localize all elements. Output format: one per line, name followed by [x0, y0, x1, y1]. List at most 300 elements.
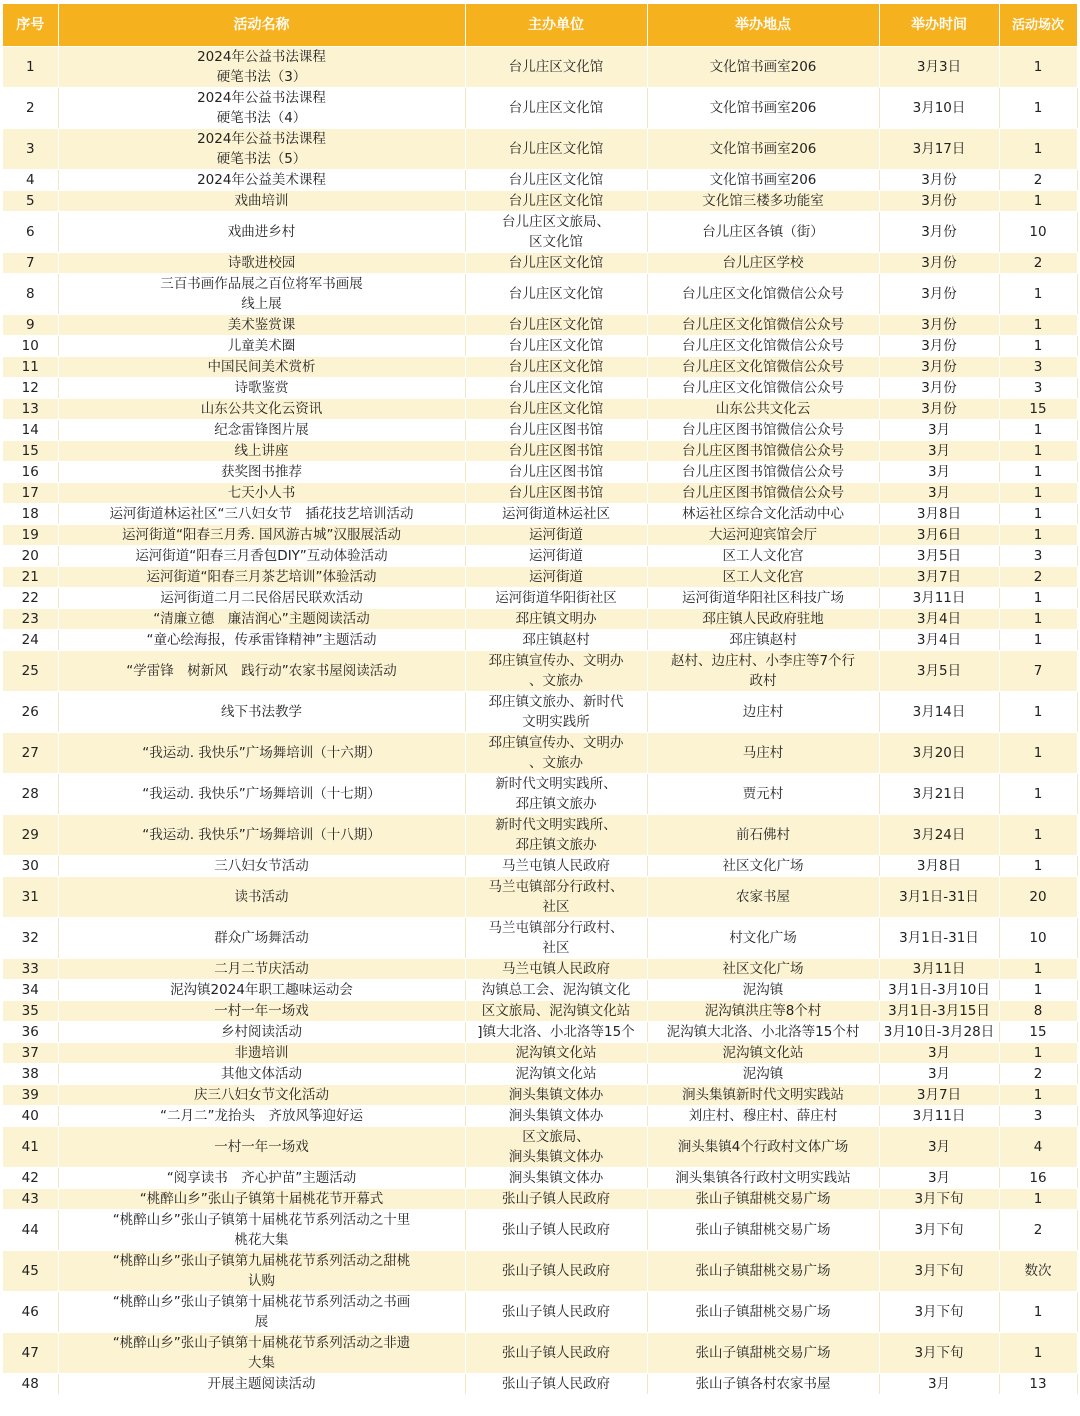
table-row: [3, 1189, 1077, 1210]
cell-session-count: 20: [999, 877, 1077, 918]
table-row: [3, 129, 1077, 170]
cell-time: 3月份: [879, 170, 999, 191]
cell-time: 3月7日: [879, 1085, 999, 1106]
cell-time: 3月下旬: [879, 1251, 999, 1292]
cell-time: 3月: [879, 441, 999, 462]
cell-time: 3月下旬: [879, 1210, 999, 1251]
cell-location: 区工人文化宫: [647, 567, 879, 588]
cell-time: 3月1日-3月15日: [879, 1001, 999, 1022]
cell-location: 农家书屋: [647, 877, 879, 918]
cell-index: 22: [3, 588, 58, 609]
table-row: [3, 357, 1077, 378]
cell-host: 邳庄镇宣传办、文明办 、文旅办: [465, 651, 647, 692]
cell-activity-name: 三百书画作品展之百位将军书画展 线上展: [58, 274, 465, 315]
table-row: [3, 378, 1077, 399]
table-row: [3, 1210, 1077, 1251]
table-row: [3, 1168, 1077, 1189]
header-location: 举办地点: [647, 4, 879, 47]
cell-activity-name: “清廉立德 廉洁润心”主题阅读活动: [58, 609, 465, 630]
cell-index: 21: [3, 567, 58, 588]
cell-activity-name: 非遗培训: [58, 1043, 465, 1064]
cell-index: 29: [3, 815, 58, 856]
cell-session-count: 3: [999, 1106, 1077, 1127]
cell-index: 37: [3, 1043, 58, 1064]
cell-host: 台儿庄区文化馆: [465, 129, 647, 170]
cell-time: 3月8日: [879, 856, 999, 877]
cell-activity-name: “阅享读书 齐心护苗”主题活动: [58, 1168, 465, 1189]
cell-activity-name: “桃醉山乡”张山子镇第十届桃花节系列活动之书画 展: [58, 1292, 465, 1333]
cell-time: 3月11日: [879, 1106, 999, 1127]
table-row: [3, 212, 1077, 253]
table-row: [3, 47, 1077, 88]
cell-host: 张山子镇人民政府: [465, 1189, 647, 1210]
cell-location: 张山子镇甜桃交易广场: [647, 1292, 879, 1333]
table-row: [3, 336, 1077, 357]
cell-time: 3月: [879, 1168, 999, 1189]
cell-host: 台儿庄区文化馆: [465, 378, 647, 399]
cell-activity-name: 线上讲座: [58, 441, 465, 462]
cell-host: 台儿庄区文旅局、 区文化馆: [465, 212, 647, 253]
table-row: [3, 774, 1077, 815]
cell-host: 沟镇总工会、泥沟镇文化: [465, 980, 647, 1001]
cell-index: 38: [3, 1064, 58, 1085]
cell-location: 赵村、边庄村、小李庄等7个行 政村: [647, 651, 879, 692]
cell-session-count: 16: [999, 1168, 1077, 1189]
header-host: 主办单位: [465, 4, 647, 47]
cell-time: 3月10日: [879, 88, 999, 129]
cell-time: 3月7日: [879, 567, 999, 588]
cell-index: 45: [3, 1251, 58, 1292]
cell-index: 41: [3, 1127, 58, 1168]
table-row: [3, 815, 1077, 856]
table-row: [3, 274, 1077, 315]
cell-time: 3月下旬: [879, 1292, 999, 1333]
table-row: [3, 1022, 1077, 1043]
cell-index: 46: [3, 1292, 58, 1333]
table-row: [3, 1374, 1077, 1395]
cell-location: 泥沟镇: [647, 980, 879, 1001]
cell-time: 3月3日: [879, 47, 999, 88]
cell-location: 张山子镇甜桃交易广场: [647, 1333, 879, 1374]
cell-host: 台儿庄区文化馆: [465, 357, 647, 378]
cell-session-count: 4: [999, 1127, 1077, 1168]
cell-index: 24: [3, 630, 58, 651]
cell-host: 张山子镇人民政府: [465, 1333, 647, 1374]
cell-index: 9: [3, 315, 58, 336]
cell-activity-name: “我运动. 我快乐”广场舞培训（十七期）: [58, 774, 465, 815]
cell-index: 39: [3, 1085, 58, 1106]
cell-host: 台儿庄区文化馆: [465, 191, 647, 212]
cell-session-count: 1: [999, 336, 1077, 357]
table-row: [3, 462, 1077, 483]
table-row: [3, 1001, 1077, 1022]
cell-activity-name: 2024年公益美术课程: [58, 170, 465, 191]
table-row: [3, 191, 1077, 212]
cell-location: 文化馆书画室206: [647, 47, 879, 88]
cell-index: 36: [3, 1022, 58, 1043]
cell-location: 张山子镇甜桃交易广场: [647, 1189, 879, 1210]
cell-activity-name: 一村一年一场戏: [58, 1127, 465, 1168]
cell-location: 台儿庄区文化馆微信公众号: [647, 274, 879, 315]
cell-location: 运河街道华阳社区科技广场: [647, 588, 879, 609]
cell-host: 运河街道华阳街社区: [465, 588, 647, 609]
cell-host: 台儿庄区图书馆: [465, 462, 647, 483]
cell-index: 19: [3, 525, 58, 546]
cell-location: 台儿庄区文化馆微信公众号: [647, 315, 879, 336]
cell-host: 台儿庄区图书馆: [465, 420, 647, 441]
cell-session-count: 1: [999, 191, 1077, 212]
cell-activity-name: “学雷锋 树新风 践行动”农家书屋阅读活动: [58, 651, 465, 692]
cell-session-count: 10: [999, 212, 1077, 253]
cell-host: 运河街道: [465, 546, 647, 567]
cell-time: 3月10日-3月28日: [879, 1022, 999, 1043]
cell-index: 35: [3, 1001, 58, 1022]
cell-session-count: 1: [999, 609, 1077, 630]
header-activity-name: 活动名称: [58, 4, 465, 47]
table-row: [3, 504, 1077, 525]
cell-host: 台儿庄区文化馆: [465, 399, 647, 420]
cell-session-count: 10: [999, 918, 1077, 959]
cell-location: 泥沟镇文化站: [647, 1043, 879, 1064]
cell-session-count: 7: [999, 651, 1077, 692]
cell-activity-name: “二月二”龙抬头 齐放风筝迎好运: [58, 1106, 465, 1127]
table-row: [3, 588, 1077, 609]
cell-activity-name: 美术鉴赏课: [58, 315, 465, 336]
cell-index: 1: [3, 47, 58, 88]
cell-activity-name: 运河街道“阳春三月秀. 国风游古城”汉服展活动: [58, 525, 465, 546]
cell-location: 前石佛村: [647, 815, 879, 856]
cell-time: 3月24日: [879, 815, 999, 856]
cell-activity-name: 一村一年一场戏: [58, 1001, 465, 1022]
cell-location: 涧头集镇各行政村文明实践站: [647, 1168, 879, 1189]
cell-time: 3月14日: [879, 692, 999, 733]
cell-activity-name: 七天小人书: [58, 483, 465, 504]
table-row: [3, 420, 1077, 441]
cell-session-count: 1: [999, 980, 1077, 1001]
cell-activity-name: “桃醉山乡”张山子镇第九届桃花节系列活动之甜桃 认购: [58, 1251, 465, 1292]
cell-index: 26: [3, 692, 58, 733]
table-row: [3, 733, 1077, 774]
header-time: 举办时间: [879, 4, 999, 47]
cell-time: 3月11日: [879, 588, 999, 609]
cell-session-count: 1: [999, 315, 1077, 336]
cell-host: 台儿庄区文化馆: [465, 88, 647, 129]
cell-location: 泥沟镇大北洛、小北洛等15个村: [647, 1022, 879, 1043]
cell-session-count: 数次: [999, 1251, 1077, 1292]
cell-location: 贾元村: [647, 774, 879, 815]
table-row: [3, 1292, 1077, 1333]
cell-time: 3月份: [879, 212, 999, 253]
cell-host: 新时代文明实践所、 邳庄镇文旅办: [465, 815, 647, 856]
cell-activity-name: 读书活动: [58, 877, 465, 918]
cell-index: 40: [3, 1106, 58, 1127]
cell-activity-name: 获奖图书推荐: [58, 462, 465, 483]
cell-session-count: 1: [999, 815, 1077, 856]
cell-host: 马兰屯镇部分行政村、 社区: [465, 877, 647, 918]
cell-host: ]镇大北洛、小北洛等15个: [465, 1022, 647, 1043]
header-index: 序号: [3, 4, 58, 47]
cell-session-count: 1: [999, 504, 1077, 525]
cell-host: 区文旅局、泥沟镇文化站: [465, 1001, 647, 1022]
cell-location: 马庄村: [647, 733, 879, 774]
table-row: [3, 959, 1077, 980]
cell-time: 3月11日: [879, 959, 999, 980]
cell-session-count: 1: [999, 1189, 1077, 1210]
table-row: [3, 525, 1077, 546]
cell-host: 邳庄镇赵村: [465, 630, 647, 651]
cell-session-count: 1: [999, 856, 1077, 877]
cell-index: 20: [3, 546, 58, 567]
cell-session-count: 1: [999, 959, 1077, 980]
cell-host: 台儿庄区文化馆: [465, 274, 647, 315]
activity-table: [3, 4, 1078, 1395]
cell-activity-name: 乡村阅读活动: [58, 1022, 465, 1043]
table-row: [3, 609, 1077, 630]
cell-activity-name: 山东公共文化云资讯: [58, 399, 465, 420]
cell-host: 台儿庄区图书馆: [465, 483, 647, 504]
cell-activity-name: 2024年公益书法课程 硬笔书法（4）: [58, 88, 465, 129]
table-row: [3, 483, 1077, 504]
cell-index: 7: [3, 253, 58, 274]
cell-time: 3月6日: [879, 525, 999, 546]
cell-location: 张山子镇甜桃交易广场: [647, 1210, 879, 1251]
table-row: [3, 1106, 1077, 1127]
cell-host: 邳庄镇文明办: [465, 609, 647, 630]
cell-session-count: 15: [999, 399, 1077, 420]
cell-index: 44: [3, 1210, 58, 1251]
cell-activity-name: 群众广场舞活动: [58, 918, 465, 959]
table-row: [3, 315, 1077, 336]
cell-time: 3月: [879, 1374, 999, 1395]
cell-location: 台儿庄区学校: [647, 253, 879, 274]
cell-session-count: 1: [999, 774, 1077, 815]
cell-index: 11: [3, 357, 58, 378]
cell-time: 3月: [879, 1043, 999, 1064]
cell-time: 3月4日: [879, 609, 999, 630]
table-row: [3, 399, 1077, 420]
cell-time: 3月份: [879, 357, 999, 378]
cell-session-count: 1: [999, 1085, 1077, 1106]
cell-index: 3: [3, 129, 58, 170]
cell-activity-name: 运河街道二月二民俗居民联欢活动: [58, 588, 465, 609]
cell-host: 邳庄镇宣传办、文明办 、文旅办: [465, 733, 647, 774]
cell-index: 31: [3, 877, 58, 918]
cell-time: 3月8日: [879, 504, 999, 525]
cell-host: 台儿庄区文化馆: [465, 253, 647, 274]
cell-activity-name: 诗歌鉴赏: [58, 378, 465, 399]
table-header-row: [3, 4, 1077, 47]
cell-activity-name: 儿童美术圈: [58, 336, 465, 357]
cell-host: 马兰屯镇人民政府: [465, 856, 647, 877]
cell-time: 3月下旬: [879, 1189, 999, 1210]
cell-location: 社区文化广场: [647, 959, 879, 980]
table-row: [3, 692, 1077, 733]
cell-host: 台儿庄区文化馆: [465, 315, 647, 336]
cell-index: 17: [3, 483, 58, 504]
cell-activity-name: “我运动. 我快乐”广场舞培训（十六期）: [58, 733, 465, 774]
cell-host: 涧头集镇文体办: [465, 1106, 647, 1127]
cell-location: 泥沟镇洪庄等8个村: [647, 1001, 879, 1022]
cell-time: 3月: [879, 1127, 999, 1168]
header-session-count: 活动场次: [999, 4, 1077, 47]
cell-host: 台儿庄区文化馆: [465, 336, 647, 357]
cell-location: 山东公共文化云: [647, 399, 879, 420]
cell-index: 6: [3, 212, 58, 253]
cell-location: 张山子镇甜桃交易广场: [647, 1251, 879, 1292]
table-row: [3, 1127, 1077, 1168]
cell-host: 泥沟镇文化站: [465, 1043, 647, 1064]
table-row: [3, 441, 1077, 462]
cell-index: 15: [3, 441, 58, 462]
cell-location: 台儿庄区文化馆微信公众号: [647, 378, 879, 399]
table-row: [3, 546, 1077, 567]
table-row: [3, 918, 1077, 959]
cell-host: 运河街道: [465, 525, 647, 546]
cell-activity-name: 庆三八妇女节文化活动: [58, 1085, 465, 1106]
cell-session-count: 2: [999, 567, 1077, 588]
cell-time: 3月5日: [879, 546, 999, 567]
cell-time: 3月1日-31日: [879, 918, 999, 959]
cell-time: 3月1日-31日: [879, 877, 999, 918]
cell-activity-name: 其他文体活动: [58, 1064, 465, 1085]
cell-location: 社区文化广场: [647, 856, 879, 877]
cell-host: 张山子镇人民政府: [465, 1251, 647, 1292]
cell-activity-name: “桃醉山乡”张山子镇第十届桃花节系列活动之非遗 大集: [58, 1333, 465, 1374]
cell-time: 3月份: [879, 315, 999, 336]
table-row: [3, 1085, 1077, 1106]
cell-location: 台儿庄区文化馆微信公众号: [647, 357, 879, 378]
cell-index: 48: [3, 1374, 58, 1395]
cell-location: 台儿庄区各镇（街）: [647, 212, 879, 253]
cell-index: 8: [3, 274, 58, 315]
table-row: [3, 88, 1077, 129]
cell-time: 3月: [879, 483, 999, 504]
cell-host: 运河街道: [465, 567, 647, 588]
cell-index: 42: [3, 1168, 58, 1189]
cell-activity-name: 二月二节庆活动: [58, 959, 465, 980]
cell-index: 43: [3, 1189, 58, 1210]
cell-activity-name: 戏曲进乡村: [58, 212, 465, 253]
cell-host: 涧头集镇文体办: [465, 1085, 647, 1106]
table-row: [3, 1064, 1077, 1085]
cell-location: 邳庄镇赵村: [647, 630, 879, 651]
cell-time: 3月: [879, 420, 999, 441]
cell-time: 3月5日: [879, 651, 999, 692]
cell-session-count: 8: [999, 1001, 1077, 1022]
cell-session-count: 1: [999, 1043, 1077, 1064]
cell-host: 台儿庄区文化馆: [465, 170, 647, 191]
cell-location: 文化馆书画室206: [647, 129, 879, 170]
cell-index: 32: [3, 918, 58, 959]
table-row: [3, 877, 1077, 918]
cell-location: 文化馆三楼多功能室: [647, 191, 879, 212]
cell-session-count: 13: [999, 1374, 1077, 1395]
cell-location: 台儿庄区图书馆微信公众号: [647, 441, 879, 462]
cell-activity-name: 开展主题阅读活动: [58, 1374, 465, 1395]
cell-session-count: 3: [999, 546, 1077, 567]
cell-activity-name: 泥沟镇2024年职工趣味运动会: [58, 980, 465, 1001]
cell-index: 2: [3, 88, 58, 129]
cell-index: 10: [3, 336, 58, 357]
cell-session-count: 2: [999, 253, 1077, 274]
cell-time: 3月17日: [879, 129, 999, 170]
cell-index: 28: [3, 774, 58, 815]
cell-activity-name: 运河街道林运社区“三八妇女节 插花技艺培训活动: [58, 504, 465, 525]
cell-time: 3月: [879, 462, 999, 483]
cell-location: 文化馆书画室206: [647, 88, 879, 129]
cell-index: 4: [3, 170, 58, 191]
cell-activity-name: 戏曲培训: [58, 191, 465, 212]
cell-session-count: 2: [999, 1210, 1077, 1251]
cell-index: 14: [3, 420, 58, 441]
cell-location: 文化馆书画室206: [647, 170, 879, 191]
cell-session-count: 1: [999, 1333, 1077, 1374]
cell-activity-name: “我运动. 我快乐”广场舞培训（十八期）: [58, 815, 465, 856]
cell-location: 村文化广场: [647, 918, 879, 959]
cell-session-count: 1: [999, 88, 1077, 129]
cell-index: 5: [3, 191, 58, 212]
cell-time: 3月份: [879, 191, 999, 212]
cell-index: 18: [3, 504, 58, 525]
cell-activity-name: “童心绘海报，传承雷锋精神”主题活动: [58, 630, 465, 651]
cell-location: 台儿庄区图书馆微信公众号: [647, 462, 879, 483]
cell-activity-name: 诗歌进校园: [58, 253, 465, 274]
cell-time: 3月份: [879, 399, 999, 420]
cell-host: 涧头集镇文体办: [465, 1168, 647, 1189]
cell-activity-name: 运河街道“阳春三月茶艺培训”体验活动: [58, 567, 465, 588]
table-body: [3, 47, 1077, 1395]
cell-session-count: 1: [999, 733, 1077, 774]
cell-activity-name: 纪念雷锋图片展: [58, 420, 465, 441]
cell-location: 边庄村: [647, 692, 879, 733]
cell-time: 3月份: [879, 378, 999, 399]
cell-activity-name: 2024年公益书法课程 硬笔书法（5）: [58, 129, 465, 170]
cell-activity-name: 2024年公益书法课程 硬笔书法（3）: [58, 47, 465, 88]
cell-session-count: 1: [999, 274, 1077, 315]
cell-location: 台儿庄区图书馆微信公众号: [647, 483, 879, 504]
cell-session-count: 1: [999, 441, 1077, 462]
cell-host: 台儿庄区图书馆: [465, 441, 647, 462]
table-row: [3, 651, 1077, 692]
cell-index: 30: [3, 856, 58, 877]
cell-session-count: 3: [999, 357, 1077, 378]
table-row: [3, 856, 1077, 877]
cell-session-count: 1: [999, 47, 1077, 88]
cell-activity-name: 线下书法教学: [58, 692, 465, 733]
cell-session-count: 1: [999, 692, 1077, 733]
cell-index: 16: [3, 462, 58, 483]
cell-index: 12: [3, 378, 58, 399]
cell-activity-name: 中国民间美术赏析: [58, 357, 465, 378]
table-row: [3, 1251, 1077, 1292]
cell-location: 泥沟镇: [647, 1064, 879, 1085]
table-row: [3, 567, 1077, 588]
cell-index: 27: [3, 733, 58, 774]
cell-session-count: 3: [999, 378, 1077, 399]
cell-location: 刘庄村、穆庄村、薛庄村: [647, 1106, 879, 1127]
cell-location: 涧头集镇4个行政村文体广场: [647, 1127, 879, 1168]
cell-time: 3月下旬: [879, 1333, 999, 1374]
cell-session-count: 1: [999, 1292, 1077, 1333]
cell-time: 3月份: [879, 274, 999, 315]
cell-host: 运河街道林运社区: [465, 504, 647, 525]
cell-host: 张山子镇人民政府: [465, 1210, 647, 1251]
cell-host: 区文旅局、 涧头集镇文体办: [465, 1127, 647, 1168]
cell-host: 新时代文明实践所、 邳庄镇文旅办: [465, 774, 647, 815]
cell-host: 邳庄镇文旅办、新时代 文明实践所: [465, 692, 647, 733]
cell-host: 张山子镇人民政府: [465, 1374, 647, 1395]
table-row: [3, 1043, 1077, 1064]
